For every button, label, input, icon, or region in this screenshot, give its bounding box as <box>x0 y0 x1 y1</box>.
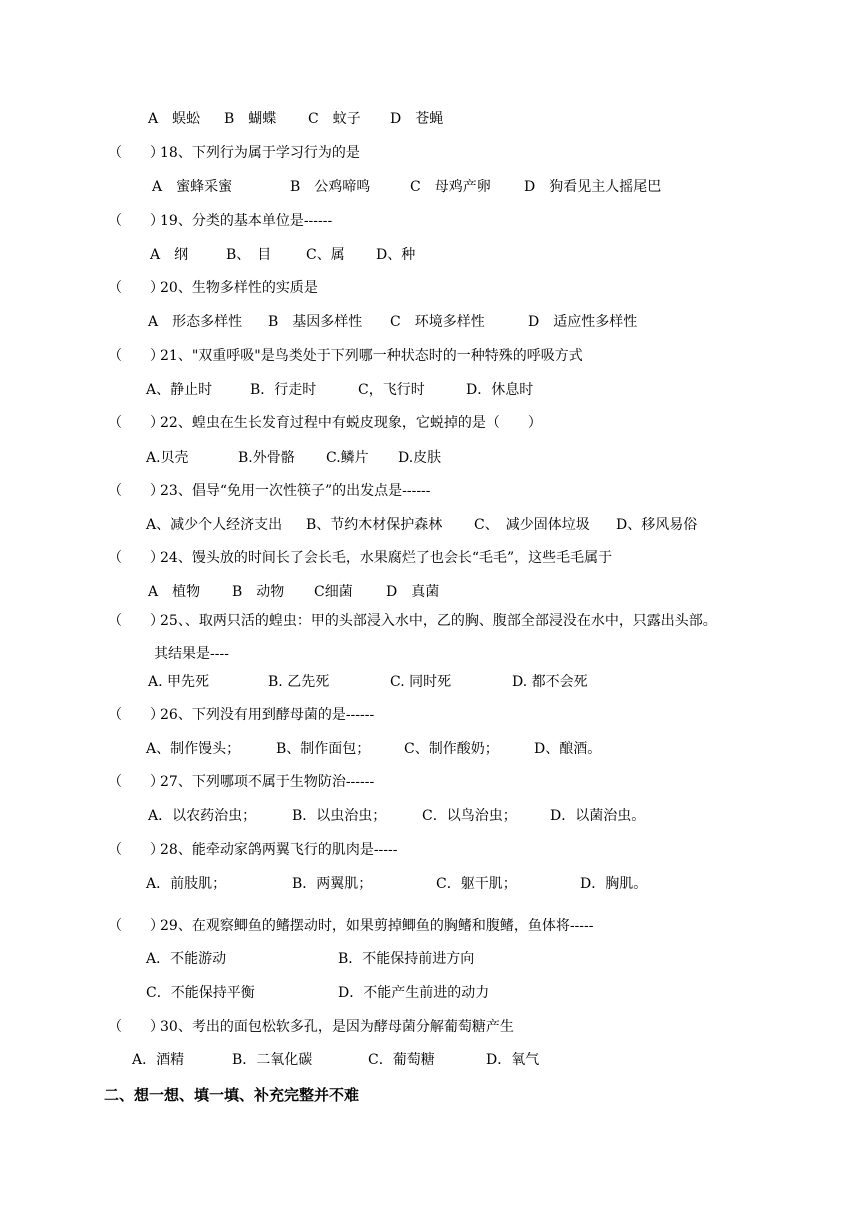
q27-stem: 27、下列哪项不属于生物防治------ <box>160 774 375 790</box>
q22-stem: 22、蝗虫在生长发育过程中有蜕皮现象，它蜕掉的是（ ） <box>160 415 542 431</box>
q25-answer-bracket[interactable]: （ ） <box>108 613 164 629</box>
q19-stem: 19、分类的基本单位是------ <box>160 213 333 229</box>
q23-option-c: C、 减少固体垃圾 <box>474 517 590 533</box>
q21-option-c: C，飞行时 <box>358 382 425 398</box>
q28-option-c: C．躯干肌； <box>436 876 517 892</box>
q29-answer-bracket[interactable]: （ ） <box>108 918 164 934</box>
q23-option-d: D、移风易俗 <box>616 517 698 533</box>
q29-option-a: A．不能游动 <box>146 951 227 967</box>
q18-option-c: C 母鸡产卵 <box>410 179 491 195</box>
q24-option-d: D 真菌 <box>386 584 440 600</box>
q30-stem: 30、考出的面包松软多孔，是因为酵母菌分解葡萄糖产生 <box>160 1019 514 1035</box>
q28-option-a: A．前肢肌； <box>146 876 227 892</box>
q23-stem: 23、倡导“免用一次性筷子”的出发点是------ <box>160 483 431 499</box>
q27-answer-bracket[interactable]: （ ） <box>108 774 164 790</box>
q23-answer-bracket[interactable]: （ ） <box>108 483 164 499</box>
q20-option-d: D 适应性多样性 <box>528 314 638 330</box>
q20-answer-bracket[interactable]: （ ） <box>108 280 164 296</box>
q28-option-b: B．两翼肌； <box>292 876 373 892</box>
q18-option-d: D 狗看见主人摇尾巴 <box>524 179 662 195</box>
q20-option-b: B 基因多样性 <box>268 314 363 330</box>
q21-option-d: D．休息时 <box>466 382 534 398</box>
q26-option-c: C、制作酸奶； <box>404 741 499 757</box>
q18-option-a: A 蜜蜂采蜜 <box>152 179 233 195</box>
q22-option-c: C.鳞片 <box>326 450 369 466</box>
q28-answer-bracket[interactable]: （ ） <box>108 842 164 858</box>
q30-option-b: B．二氧化碳 <box>232 1052 313 1068</box>
q25-stem: 25、、取两只活的蝗虫：甲的头部浸入水中，乙的胸、腹部全部浸没在水中，只露出头部。 <box>160 613 717 629</box>
q17-option-a: A 蜈蚣 <box>148 111 201 127</box>
q26-option-d: D、酿酒。 <box>534 741 602 757</box>
q20-option-a: A 形态多样性 <box>148 314 243 330</box>
q29-option-b: B．不能保持前进方向 <box>338 951 475 967</box>
q19-option-b: B、 目 <box>226 247 272 263</box>
q19-answer-bracket[interactable]: （ ） <box>108 213 164 229</box>
q24-option-a: A 植物 <box>148 584 201 600</box>
q23-option-a: A、减少个人经济支出 <box>146 517 283 533</box>
q17-option-d: D 苍蝇 <box>390 111 444 127</box>
q28-stem: 28、能牵动家鸽两翼飞行的肌肉是----- <box>160 842 398 858</box>
q24-stem: 24、馒头放的时间长了会长毛，水果腐烂了也会长“毛毛”，这些毛毛属于 <box>160 550 613 566</box>
q22-answer-bracket[interactable]: （ ） <box>108 415 164 431</box>
q18-stem: 18、下列行为属于学习行为的是 <box>160 145 360 161</box>
q23-option-b: B、节约木材保护森林 <box>306 517 443 533</box>
q27-option-b: B．以虫治虫； <box>292 808 387 824</box>
q20-option-c: C 环境多样性 <box>390 314 485 330</box>
q29-option-c: C．不能保持平衡 <box>146 985 255 1001</box>
q21-option-b: B．行走时 <box>250 382 317 398</box>
q25-option-d: D. 都不会死 <box>512 674 588 690</box>
q30-option-a: A．酒精 <box>132 1052 185 1068</box>
q21-answer-bracket[interactable]: （ ） <box>108 348 164 364</box>
q18-answer-bracket[interactable]: （ ） <box>108 145 164 161</box>
q30-option-d: D．氧气 <box>486 1052 540 1068</box>
q17-option-c: C 蚊子 <box>308 111 361 127</box>
q26-option-a: A、制作馒头； <box>146 741 241 757</box>
q22-option-d: D.皮肤 <box>398 450 442 466</box>
q26-stem: 26、下列没有用到酵母菌的是------ <box>160 707 375 723</box>
q21-stem: 21、"双重呼吸"是鸟类处于下列哪一种状态时的一种特殊的呼吸方式 <box>160 348 583 364</box>
q26-option-b: B、制作面包； <box>276 741 371 757</box>
q17-option-b: B 蝴蝶 <box>224 111 277 127</box>
q30-option-c: C．葡萄糖 <box>368 1052 435 1068</box>
q29-option-d: D．不能产生前进的动力 <box>338 985 490 1001</box>
q25-option-a: A. 甲先死 <box>148 674 210 690</box>
q27-option-d: D．以菌治虫。 <box>550 808 646 824</box>
q28-option-d: D．胸肌。 <box>580 876 648 892</box>
q21-option-a: A、静止时 <box>146 382 213 398</box>
q18-option-b: B 公鸡啼鸣 <box>290 179 371 195</box>
q25-option-b: B. 乙先死 <box>268 674 330 690</box>
q19-option-a: A 纲 <box>150 247 189 263</box>
q26-answer-bracket[interactable]: （ ） <box>108 707 164 723</box>
q24-answer-bracket[interactable]: （ ） <box>108 550 164 566</box>
q22-option-a: A.贝壳 <box>146 450 189 466</box>
q30-answer-bracket[interactable]: （ ） <box>108 1019 164 1035</box>
q20-stem: 20、生物多样性的实质是 <box>160 280 318 296</box>
q29-stem: 29、在观察鲫鱼的鳍摆动时，如果剪掉鲫鱼的胸鳍和腹鳍，鱼体将----- <box>160 918 594 934</box>
q19-option-d: D、种 <box>376 247 416 263</box>
q19-option-c: C、属 <box>306 247 345 263</box>
q25-stem-continued: 其结果是---- <box>154 646 229 662</box>
q22-option-b: B.外骨骼 <box>238 450 295 466</box>
section-2-heading: 二、想一想、填一填、补充完整并不难 <box>104 1086 360 1104</box>
q27-option-c: C．以鸟治虫； <box>422 808 517 824</box>
q24-option-b: B 动物 <box>232 584 285 600</box>
q24-option-c: C细菌 <box>314 584 353 600</box>
q27-option-a: A．以农药治虫； <box>148 808 257 824</box>
q25-option-c: C. 同时死 <box>390 674 452 690</box>
